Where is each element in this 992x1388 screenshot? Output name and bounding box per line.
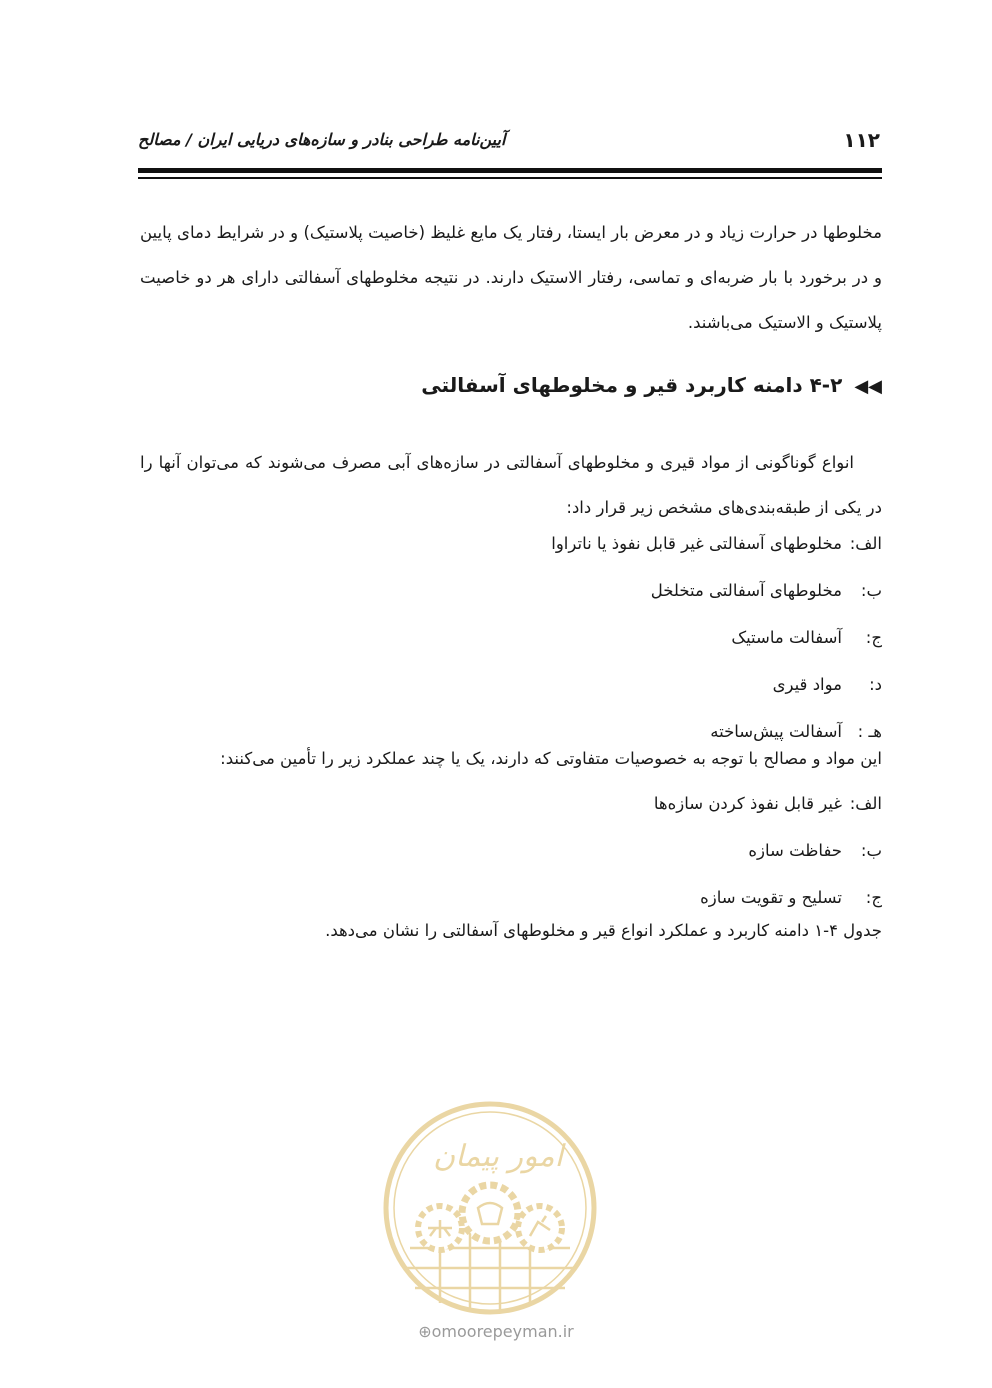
list-item-text: غیر قابل نفوذ کردن سازه‌ها [653,794,842,813]
list-item [162,780,882,827]
list-item-label: الف: [849,794,882,813]
list-item-text: آسفالت ماستیک [731,628,842,647]
header-rule-thin [138,177,882,179]
header-rule-thick [138,168,882,173]
closing-sentence: جدول ۴-۱ دامنه کاربرد و عملکرد انواع قیر و مخلوطهای آسفالتی را نشان می‌دهد. [325,921,882,940]
list-item [162,567,882,614]
paragraph-3: این مواد و مصالح با توجه به خصوصیات متفاوتی که دارند، یک یا چند عملکرد زیر را تأمین می‌کنند: [220,749,882,768]
list-item [162,827,882,874]
watermark-url-icon: ⊕ [418,1322,432,1341]
list-item-text: حفاظت سازه [748,841,842,860]
list-item-text: آسفالت پیش‌ساخته [710,722,842,741]
watermark-url-text: omoorepeyman.ir [431,1322,574,1341]
watermark-url [396,1322,596,1341]
list-item-label: الف: [849,534,882,553]
classification-list [162,520,882,755]
list-item [162,661,882,708]
list-item [162,614,882,661]
list-item-label: د: [869,675,882,694]
list-item-label: ج: [865,628,882,647]
function-list [162,780,882,921]
list-item-label: ب: [860,581,882,600]
running-title: آیین‌نامه طراحی بنادر و سازه‌های دریایی ایران / مصالح [138,130,506,149]
page-header [138,128,880,158]
section-heading [162,373,882,397]
page-number: ۱۱۲ [843,128,880,152]
list-item-label: هـ : [857,722,882,741]
paragraph-1: مخلوطها در حرارت زیاد و در معرض بار ایستا، رفتار یک مایع غلیظ (خاصیت پلاستیک) و در شرایط دمای پایین و در برخورد با بار ضربه‌ای و تماسی، رفتار الاستیک دارند. در نتیجه مخلوطهای آسفالتی دارای هر دو خاصیت پلاستیک و الاستیک می‌باشند. [140,223,882,332]
watermark-logo-text: امور پیمان [433,1139,563,1174]
double-arrow-icon: ◀◀ [854,376,882,397]
list-item-text: مخلوطهای آسفالتی متخلخل [650,581,842,600]
list-item-label: ب: [860,841,882,860]
list-item-text: تسلیح و تقویت سازه [700,888,842,907]
list-item-label: ج: [865,888,882,907]
paragraph-2: انواع گوناگونی از مواد قیری و مخلوطهای آسفالتی در سازه‌های آبی مصرف می‌شوند که می‌توان آنها را در یکی از طبقه‌بندی‌های مشخص زیر قرار داد: [140,453,882,517]
list-item-text: مواد قیری [772,675,842,694]
section-heading-text: ۴-۲ دامنه کاربرد قیر و مخلوطهای آسفالتی [421,373,843,397]
list-item-text: مخلوطهای آسفالتی غیر قابل نفوذ یا ناتراوا [551,534,842,553]
list-item [162,520,882,567]
watermark-logo [380,1098,600,1318]
